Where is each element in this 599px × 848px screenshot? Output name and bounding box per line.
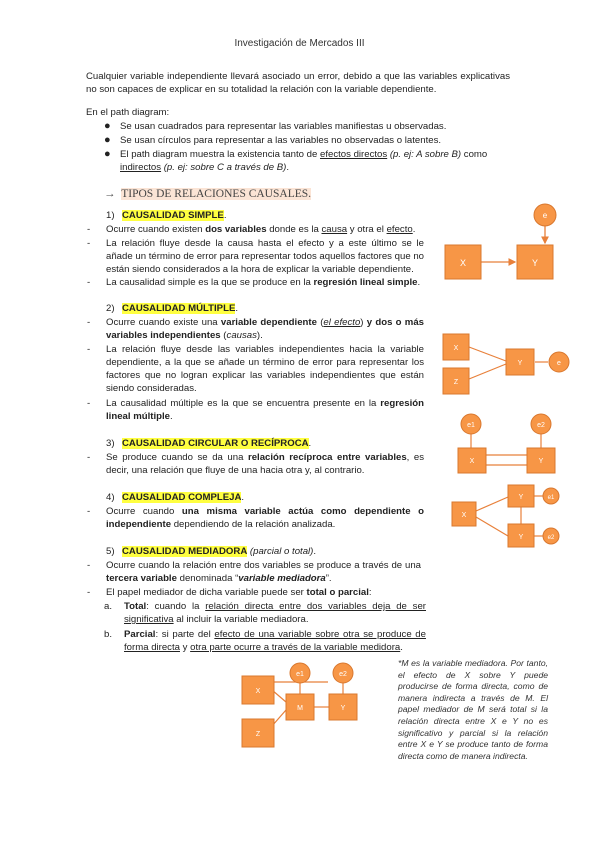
text-run: dos variables xyxy=(205,224,267,235)
mediator-note: *M es la variable mediadora. Por tanto, el efecto de X sobre Y puede producirse de forma directa, como de manera indirecta a través de M. El papel mediador de M será total si la relación directa entre X e Y no es significativo y parcial si la relación entre X e Y se produce tanto de forma directa como de manera indirecta. xyxy=(398,658,548,761)
text-run: ( xyxy=(316,317,324,328)
text-run: (parcial o total) xyxy=(247,546,314,557)
text-run: El papel mediador de dicha variable puede ser xyxy=(106,587,307,598)
node-label: Y xyxy=(531,258,539,268)
bullet-text: Se usan cuadrados para representar las variables manifiestas u observadas. xyxy=(120,121,447,132)
text-run: relación directa entre dos variables deja de ser significativa xyxy=(124,601,426,625)
text-run: . xyxy=(223,210,227,221)
heading-text: CAUSALIDAD SIMPLE xyxy=(122,210,224,221)
bullet-dot: ● xyxy=(104,148,111,160)
text-run: . xyxy=(235,303,239,314)
text-run: . xyxy=(313,546,317,557)
diagram-simple xyxy=(440,200,575,288)
section-title xyxy=(104,188,311,201)
dash-marker: - xyxy=(87,587,91,598)
intro-paragraph: Cualquier variable independiente llevará asociado un error, debido a que las variables explicativas no son capaces de explicar en su totalidad la relación con la variable dependiente. xyxy=(86,71,510,95)
heading-number: 4) xyxy=(106,492,115,503)
s5-item-1 xyxy=(87,559,421,585)
node-label: e xyxy=(557,360,561,367)
text-run: : cuando la xyxy=(146,601,206,612)
node-label: e xyxy=(542,211,548,220)
node-label: M xyxy=(297,705,303,712)
text-run: regresión lineal simple xyxy=(313,277,418,288)
dash-marker: - xyxy=(87,238,91,249)
bullet-dot: ● xyxy=(104,134,111,146)
text-run: variable mediadora xyxy=(238,573,326,584)
list-label: a. xyxy=(104,601,113,612)
edge-x-y2 xyxy=(476,517,508,536)
node-label: X xyxy=(255,688,261,695)
text-run: regresión lineal múltiple xyxy=(106,398,424,422)
dash-marker: - xyxy=(87,317,91,328)
text-run: efectos directos xyxy=(319,149,388,160)
heading-number: 5) xyxy=(106,546,115,557)
s5-sub-a xyxy=(104,600,426,626)
dash-marker: - xyxy=(87,560,91,571)
node-label: e1 xyxy=(467,422,475,429)
node-label: Y xyxy=(538,458,544,465)
text-run: La relación fluye desde la causa hasta el efecto y a este último se le añade un término de error para representar todos aquellos factores que no están siendo considerados a la hora de explicar la variable dependiente. xyxy=(106,238,424,275)
node-label: e2 xyxy=(339,671,347,678)
node-label: X xyxy=(469,458,475,465)
text-run: donde es la xyxy=(266,224,322,235)
text-run: El path diagram muestra la existencia tanto de xyxy=(120,149,320,160)
text-run: Se produce cuando se da una xyxy=(106,452,248,463)
text-run: La relación fluye desde las variables independientes hacia la variable dependiente, a la que se añade un término de error para representar los factores que no logran explicar las variables independientes que están siendo consideradas. xyxy=(106,344,424,394)
node-label: Y xyxy=(518,494,524,501)
node-label: e2 xyxy=(537,422,545,429)
diagram-complex xyxy=(450,484,565,552)
text-run: el efecto xyxy=(323,317,361,328)
heading-number: 3) xyxy=(106,438,115,449)
diagram-mediator xyxy=(238,660,368,752)
text-run: ) xyxy=(360,317,367,328)
node-label: Z xyxy=(453,379,459,386)
node-label: e2 xyxy=(547,535,555,541)
dash-marker: - xyxy=(87,344,91,355)
bullet-squares xyxy=(104,120,520,133)
dash-marker: - xyxy=(87,506,91,517)
text-run: La causalidad simple es la que se produce en la xyxy=(106,277,314,288)
s1-item-1 xyxy=(87,223,424,236)
dash-marker: - xyxy=(87,277,91,288)
page-header: Investigación de Mercados III xyxy=(234,38,365,49)
text-run: . xyxy=(412,224,416,235)
s5-sub-b xyxy=(104,628,426,654)
text-run: total o parcial xyxy=(306,587,369,598)
dash-marker: - xyxy=(87,224,91,235)
text-run: efecto de una variable sobre otra se produce de forma directa xyxy=(124,629,426,653)
dash-marker: - xyxy=(87,398,91,409)
heading-causalidad-circular xyxy=(106,437,311,450)
text-run: como xyxy=(461,149,488,160)
s2-item-2 xyxy=(87,343,424,395)
text-run: efecto xyxy=(386,224,413,235)
heading-text: CAUSALIDAD MÚLTIPLE xyxy=(122,303,236,314)
text-run: ”. xyxy=(325,573,332,584)
s3-item-1 xyxy=(87,451,424,477)
s1-item-3 xyxy=(87,276,424,289)
text-run: causa xyxy=(321,224,348,235)
node-label: Y xyxy=(517,360,523,367)
section-title-text: TIPOS DE RELACIONES CAUSALES. xyxy=(121,188,312,200)
text-run: Parcial xyxy=(124,629,156,640)
diagram-circular xyxy=(455,412,560,480)
text-run: una misma variable actúa como dependiente o independiente xyxy=(106,506,424,530)
text-run: relación recíproca entre variables xyxy=(247,452,407,463)
text-run: al incluir la variable mediadora. xyxy=(173,614,309,625)
text-run: . xyxy=(169,411,173,422)
node-label: e1 xyxy=(547,495,555,501)
s5-item-2 xyxy=(87,586,424,599)
s4-item-1 xyxy=(87,505,424,531)
node-label: Y xyxy=(518,534,524,541)
text-run: (p. ej: A sobre B) xyxy=(387,149,462,160)
s2-item-1 xyxy=(87,316,425,342)
text-run: ). xyxy=(256,330,263,341)
node-label: Y xyxy=(340,705,346,712)
text-run: (p. ej: sobre C a través de B) xyxy=(161,162,287,173)
heading-number: 1) xyxy=(106,210,115,221)
text-run: . xyxy=(241,492,245,503)
heading-causalidad-multiple xyxy=(106,302,238,315)
heading-text: CAUSALIDAD CIRCULAR O RECÍPROCA xyxy=(122,438,309,449)
heading-text: CAUSALIDAD COMPLEJA xyxy=(122,492,242,503)
s1-item-2 xyxy=(87,237,424,276)
text-run: , es decir, una relación que fluye de una hacia otra y, al contrario. xyxy=(106,452,424,476)
text-run: Ocurre cuando la relación entre dos variables se produce a través de una xyxy=(106,560,421,571)
text-run: . xyxy=(286,162,290,173)
dash-marker: - xyxy=(87,452,91,463)
text-run: denominada “ xyxy=(176,573,239,584)
text-run: y otra el xyxy=(347,224,387,235)
node-label: e1 xyxy=(296,671,304,678)
heading-causalidad-mediadora xyxy=(106,545,316,558)
text-run: . xyxy=(400,642,403,653)
arrow-icon: → xyxy=(104,188,116,200)
text-run: y xyxy=(179,642,191,653)
node-label: X xyxy=(453,345,459,352)
text-run: Ocurre cuando existe una xyxy=(106,317,221,328)
text-run: Ocurre cuando existen xyxy=(106,224,206,235)
text-run: causas xyxy=(226,330,257,341)
text-run: otra parte ocurre a través de la variable medidora xyxy=(190,642,401,653)
path-diagram-heading: En el path diagram: xyxy=(86,107,170,118)
text-run: . xyxy=(308,438,312,449)
text-run: : si parte del xyxy=(155,629,215,640)
text-run: y dos o más variables independientes xyxy=(106,317,425,341)
text-run: tercera variable xyxy=(106,573,177,584)
text-run: La causalidad múltiple es la que se encuentra presente en la xyxy=(106,398,381,409)
text-run: ( xyxy=(220,330,227,341)
edge-x-y xyxy=(469,347,506,361)
node-label: Z xyxy=(255,731,261,738)
text-run: Total xyxy=(124,601,147,612)
s2-item-3 xyxy=(87,397,424,423)
node-label: X xyxy=(459,258,467,268)
bullet-text: Se usan círculos para representar a las variables no observadas o latentes. xyxy=(120,135,442,146)
text-run: dependiendo de la relación analizada. xyxy=(171,519,336,530)
text-run: indirectos xyxy=(120,162,162,173)
edge-x-y1 xyxy=(476,497,508,511)
heading-causalidad-compleja xyxy=(106,491,244,504)
list-label: b. xyxy=(104,629,113,640)
diagram-multiple xyxy=(440,332,575,397)
bullet-dot: ● xyxy=(104,120,111,132)
heading-number: 2) xyxy=(106,303,115,314)
bullet-effects xyxy=(104,148,520,174)
bullet-circles xyxy=(104,134,520,147)
node-label: X xyxy=(461,512,467,519)
text-run: . xyxy=(417,277,421,288)
heading-causalidad-simple xyxy=(106,209,226,222)
text-run: Ocurre cuando xyxy=(106,506,182,517)
text-run: : xyxy=(368,587,372,598)
edge-z-y xyxy=(469,364,506,379)
heading-text: CAUSALIDAD MEDIADORA xyxy=(122,546,248,557)
text-run: variable dependiente xyxy=(220,317,317,328)
